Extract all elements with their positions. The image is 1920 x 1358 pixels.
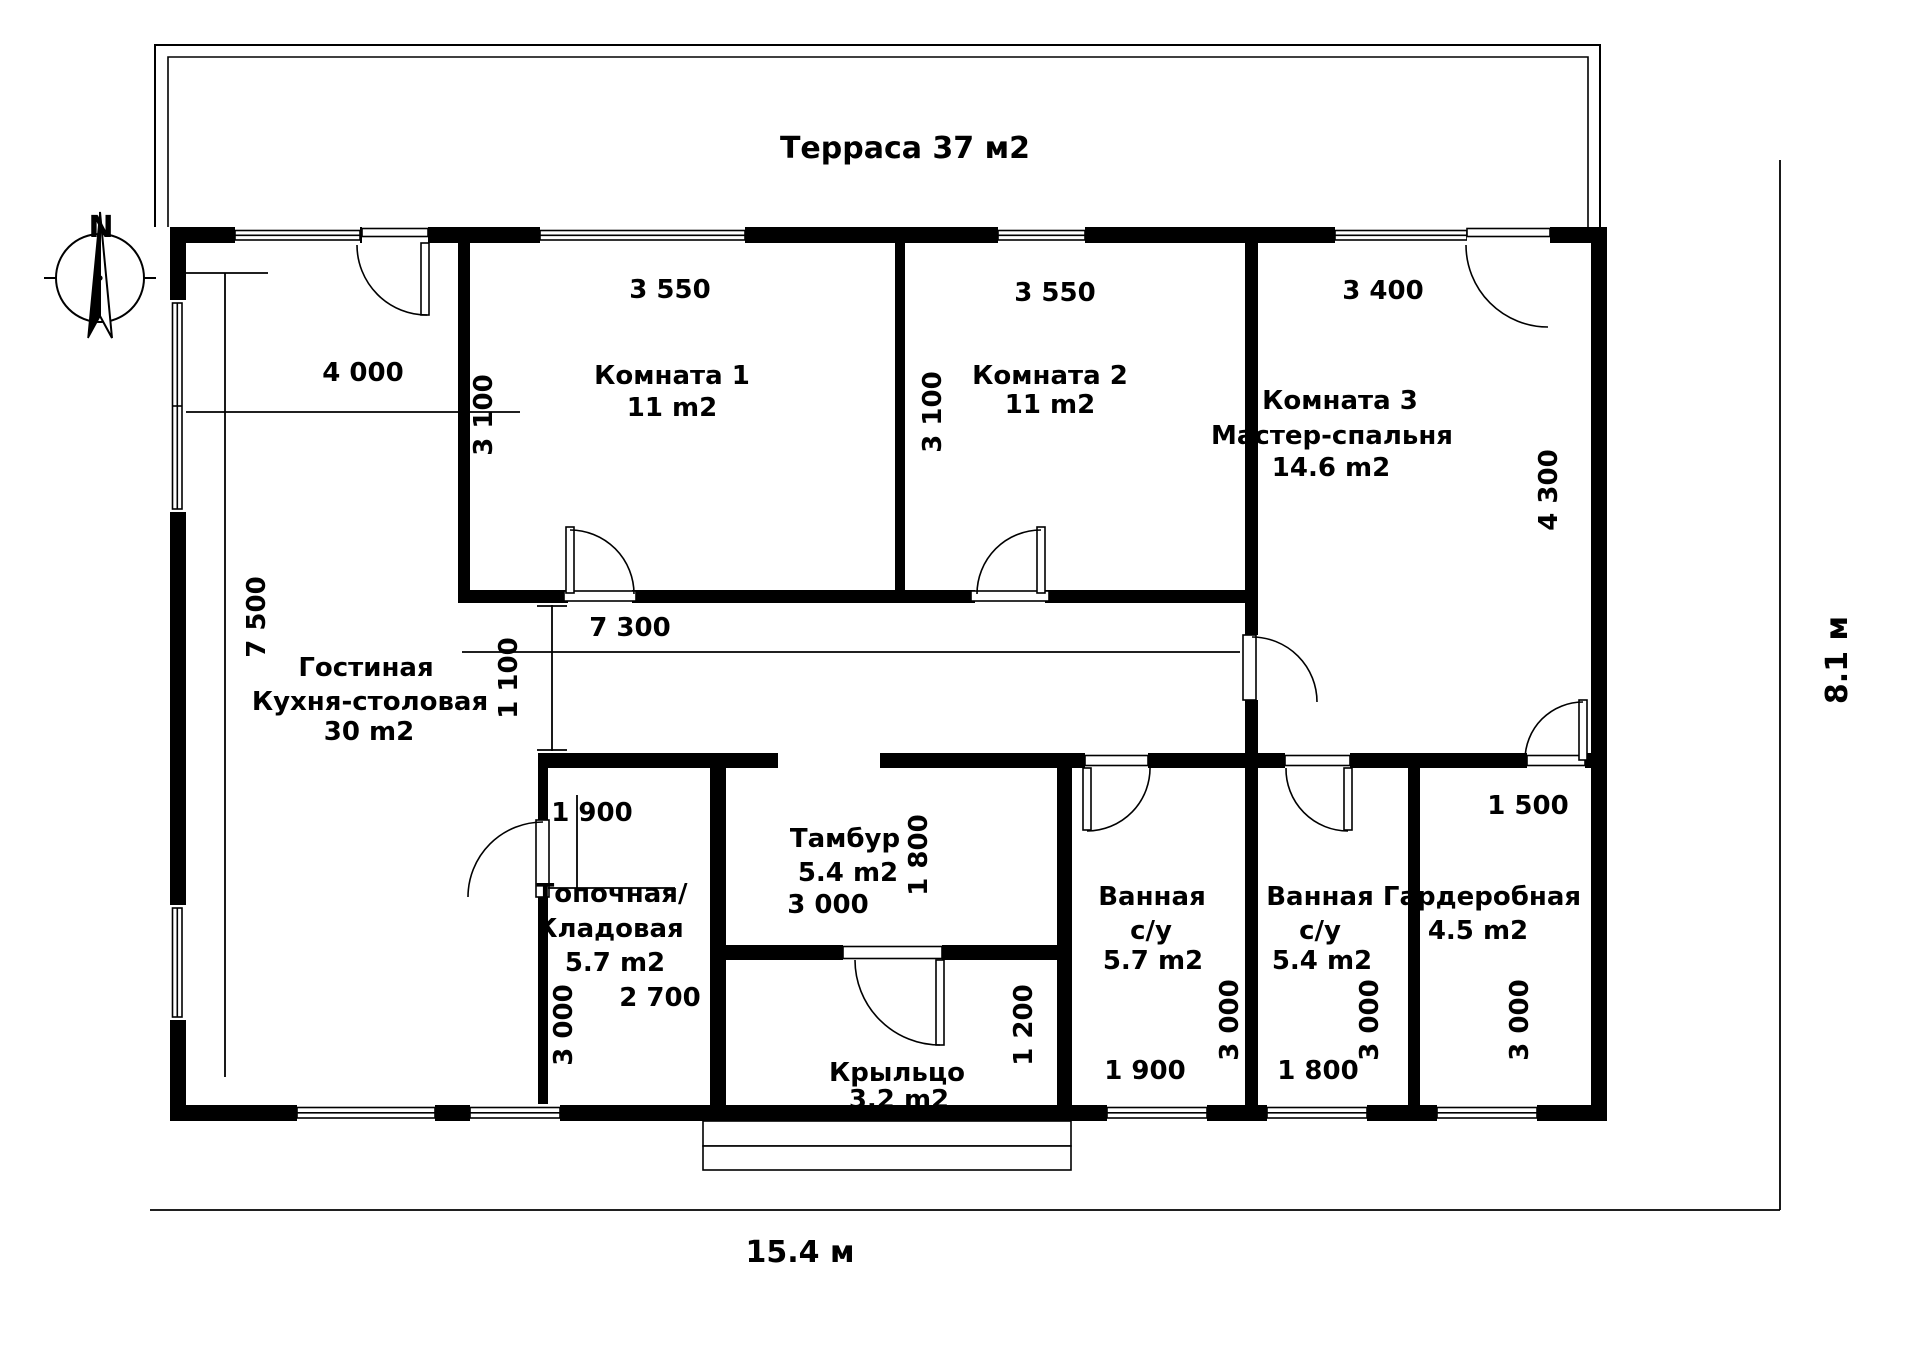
room-living-name2: Кухня-столовая bbox=[251, 687, 489, 717]
overall-width-label: 15.4 м bbox=[745, 1235, 855, 1270]
room1-area: 11 m2 bbox=[626, 393, 718, 423]
window-top-living bbox=[235, 227, 360, 244]
dim-tambour-height: 1 800 bbox=[904, 814, 934, 896]
dim-room3-height: 4 300 bbox=[1534, 449, 1564, 531]
dim-tambour-width: 3 000 bbox=[787, 890, 869, 920]
window-bottom-bath2 bbox=[1267, 1104, 1367, 1122]
dim-bath2-width: 1 800 bbox=[1277, 1056, 1359, 1086]
dim-living-height: 7 500 bbox=[242, 576, 272, 658]
dim-boiler-width: 1 900 bbox=[551, 798, 633, 828]
dim-room1-width: 3 550 bbox=[629, 275, 711, 305]
dim-porch-width: 2 700 bbox=[619, 983, 701, 1013]
room-living-area: 30 m2 bbox=[323, 717, 415, 747]
room3-name2: Мастер-спальня bbox=[1211, 421, 1453, 451]
dim-porch-height: 1 200 bbox=[1009, 984, 1039, 1066]
room-bath1-area: 5.7 m2 bbox=[1102, 946, 1204, 976]
room-bath2-name2: с/у bbox=[1299, 916, 1341, 946]
room-boiler-name2: Кладовая bbox=[536, 914, 684, 944]
room-wardrobe-area: 4.5 m2 bbox=[1427, 916, 1529, 946]
room-bath2-area: 5.4 m2 bbox=[1271, 946, 1373, 976]
room-bath2-name: Ванная bbox=[1266, 882, 1374, 912]
room2-area: 11 m2 bbox=[1004, 390, 1096, 420]
room-porch-area: 3.2 m2 bbox=[848, 1085, 950, 1115]
dim-bath1-width: 1 900 bbox=[1104, 1056, 1186, 1086]
dim-wardrobe-height: 3 000 bbox=[1505, 979, 1535, 1061]
window-top-master bbox=[1335, 227, 1467, 244]
room-wardrobe-name: Гардеробная bbox=[1382, 882, 1582, 912]
dim-bath1-height: 3 000 bbox=[1215, 979, 1245, 1061]
room-bath1-name: Ванная bbox=[1098, 882, 1206, 912]
compass-north-label: N bbox=[88, 210, 114, 245]
dim-living-width: 4 000 bbox=[322, 358, 404, 388]
window-bottom-living bbox=[297, 1104, 435, 1122]
dim-bath2-height: 3 000 bbox=[1355, 979, 1385, 1061]
dim-room2-height: 3 100 bbox=[918, 371, 948, 453]
window-top-room1 bbox=[540, 227, 745, 244]
porch-steps bbox=[703, 1121, 1071, 1170]
room-porch-name: Крыльцо bbox=[829, 1058, 965, 1088]
window-left-upper bbox=[169, 300, 186, 512]
terrace-label: Терраса 37 м2 bbox=[779, 131, 1031, 166]
dim-room1-height: 3 100 bbox=[469, 374, 499, 456]
window-bottom-boiler bbox=[470, 1104, 560, 1122]
room-boiler-name: Топочная/ bbox=[536, 879, 688, 909]
room-living-name: Гостиная bbox=[298, 653, 434, 683]
window-top-room2 bbox=[998, 227, 1085, 244]
room-bath1-name2: с/у bbox=[1130, 916, 1172, 946]
room3-area: 14.6 m2 bbox=[1271, 453, 1391, 483]
overall-height-label: 8.1 м bbox=[1820, 615, 1855, 705]
room3-name: Комната 3 bbox=[1262, 386, 1418, 416]
dim-wardrobe-width: 1 500 bbox=[1487, 791, 1569, 821]
dim-room2-width: 3 550 bbox=[1014, 278, 1096, 308]
room-tambour-name: Тамбур bbox=[789, 824, 901, 854]
room2-name: Комната 2 bbox=[972, 361, 1128, 391]
window-bottom-wardrobe bbox=[1437, 1104, 1537, 1122]
dim-corridor-width: 7 300 bbox=[589, 613, 671, 643]
room-tambour-area: 5.4 m2 bbox=[797, 858, 899, 888]
dim-corridor-height: 1 100 bbox=[494, 637, 524, 719]
window-left-lower bbox=[169, 905, 186, 1020]
room-boiler-area: 5.7 m2 bbox=[564, 948, 666, 978]
room1-name: Комната 1 bbox=[594, 361, 750, 391]
window-bottom-bath1 bbox=[1107, 1104, 1207, 1122]
dim-boiler-height: 3 000 bbox=[549, 984, 579, 1066]
dim-room3-width: 3 400 bbox=[1342, 276, 1424, 306]
